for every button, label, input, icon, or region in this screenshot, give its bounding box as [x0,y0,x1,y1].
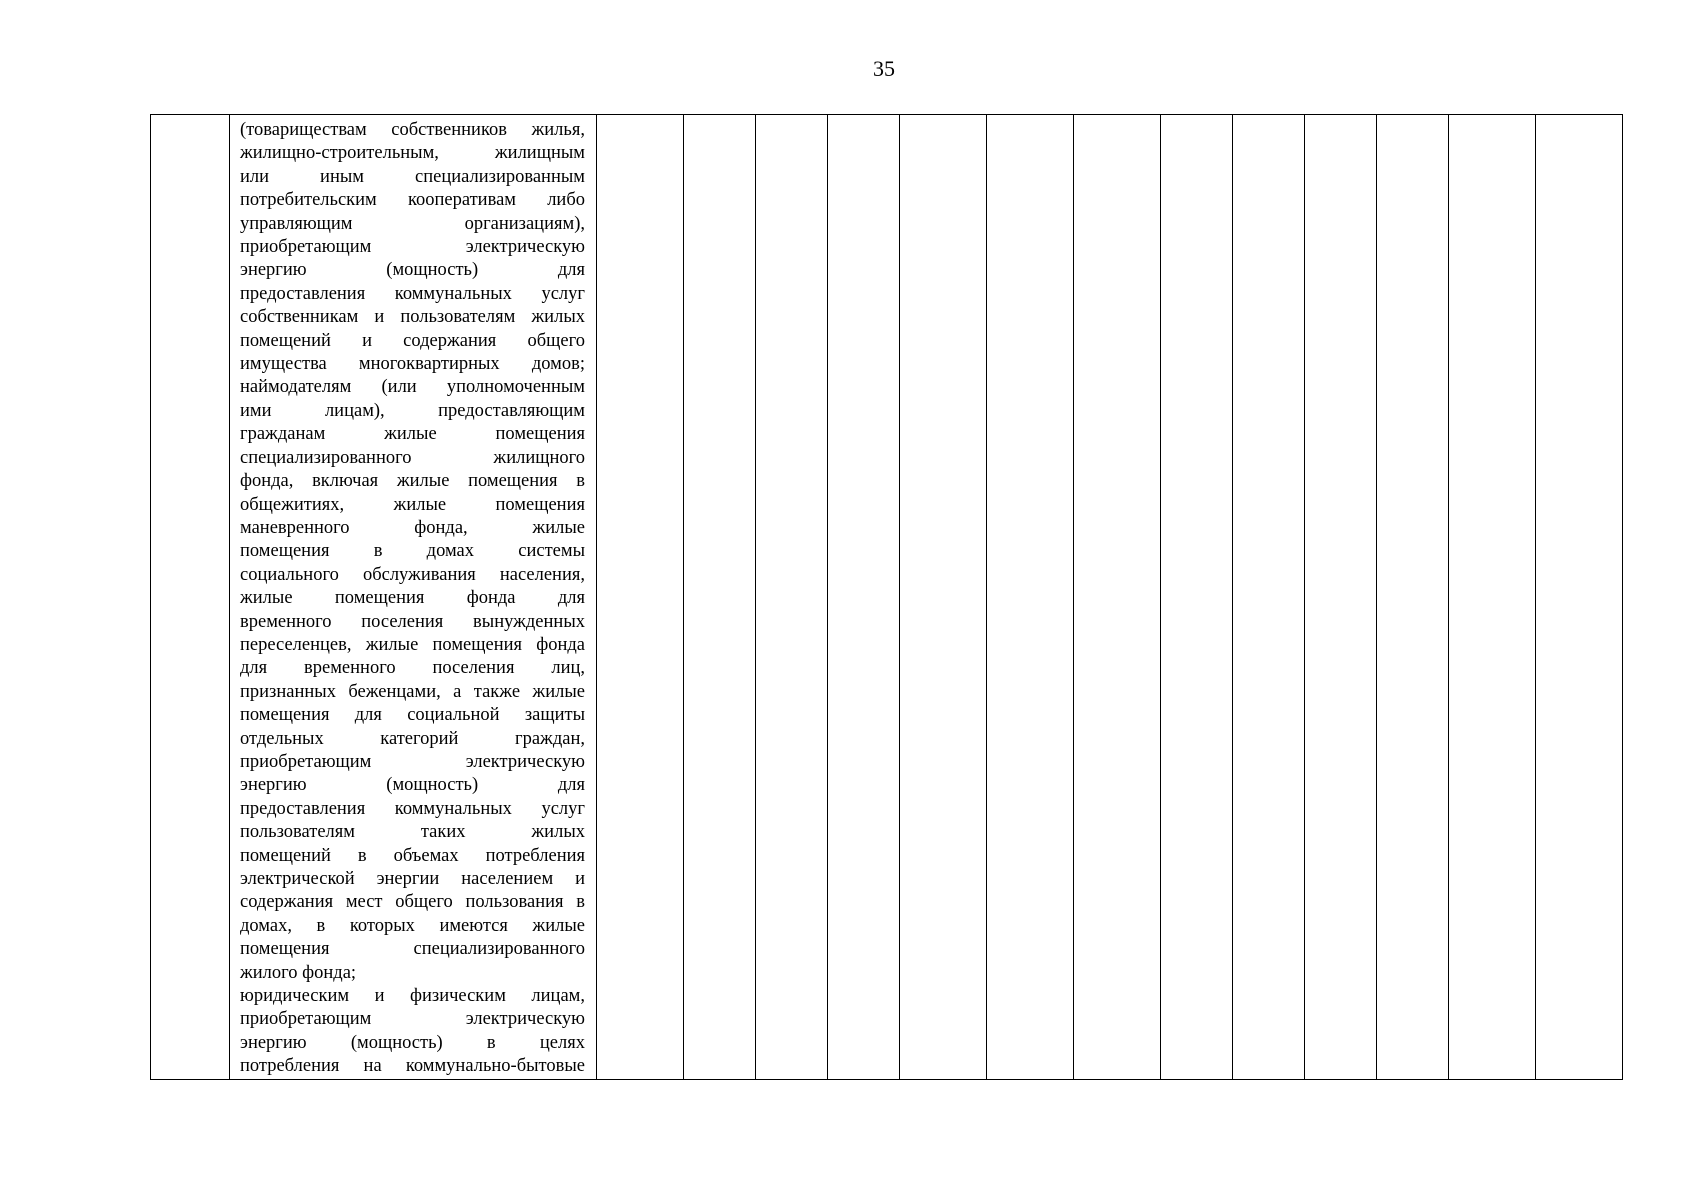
description-line: маневренного фонда, жилые [240,517,585,538]
value-cell [1449,115,1536,1080]
description-line: наймодателям (или уполномоченным [240,377,585,398]
description-text [240,119,585,1079]
description-line: специализированного жилищного [240,447,585,468]
description-line: приобретающим электрическую [240,237,585,258]
description-line: домах, в которых имеются жилые [240,915,585,936]
description-line: предоставления коммунальных услуг [240,283,585,304]
description-line: помещения для социальной защиты [240,705,585,726]
value-cell [828,115,900,1080]
description-line: социального обслуживания населения, [240,564,585,585]
description-line: пользователям таких жилых [240,822,585,843]
page-number: 35 [873,56,895,81]
description-line: признанных беженцами, а также жилые [240,681,585,702]
description-line: юридическим и физическим лицам, [240,986,585,1007]
description-line: переселенцев, жилые помещения фонда [240,634,585,655]
number-cell [151,115,230,1080]
value-cell [1536,115,1623,1080]
value-cell [756,115,828,1080]
description-line: гражданам жилые помещения [240,424,585,445]
description-line: помещения в домах системы [240,541,585,562]
description-line: помещений в объемах потребления [240,845,585,866]
description-line: электрической энергии населением и [240,869,585,889]
value-cell [900,115,987,1080]
description-line: временного поселения вынужденных [240,611,585,632]
description-line: жилого фонда; [240,962,357,983]
description-line: приобретающим электрическую [240,1009,585,1030]
description-line: потребления на коммунально-бытовые [240,1056,585,1077]
description-line: собственникам и пользователям жилых [240,307,585,328]
description-line: жилые помещения фонда для [240,588,585,609]
value-cell [684,115,756,1080]
value-cell [1305,115,1377,1080]
description-line: ими лицам), предоставляющим [240,400,585,421]
description-line: жилищно-строительным, жилищным [240,143,585,164]
value-cell [1377,115,1449,1080]
description-line: предоставления коммунальных услуг [240,798,585,819]
description-line: энергию (мощность) в целях [240,1032,585,1053]
value-cell [1161,115,1233,1080]
value-cell [987,115,1074,1080]
description-line: для временного поселения лиц, [240,658,585,679]
description-line: (товариществам собственников жилья, [240,120,585,140]
description-line: общежитиях, жилые помещения [240,494,585,515]
description-line: энергию (мощность) для [240,260,585,281]
description-line: фонда, включая жилые помещения в [240,471,585,492]
description-line: приобретающим электрическую [240,751,585,772]
description-line: имущества многоквартирных домов; [240,354,585,375]
description-line: энергию (мощность) для [240,775,585,796]
description-line: потребительским кооперативам либо [240,190,585,211]
value-cell [597,115,684,1080]
description-line: отдельных категорий граждан, [240,728,585,749]
table-row [151,115,1623,1080]
description-line: содержания мест общего пользования в [240,892,585,913]
description-line: помещения специализированного [240,939,585,960]
tariff-table [150,114,1623,1080]
description-line: или иным специализированным [240,166,585,187]
value-cell [1233,115,1305,1080]
description-line: помещений и содержания общего [240,330,585,351]
value-cell [1074,115,1161,1080]
description-line: управляющим организациям), [240,213,585,234]
description-cell [230,115,597,1080]
